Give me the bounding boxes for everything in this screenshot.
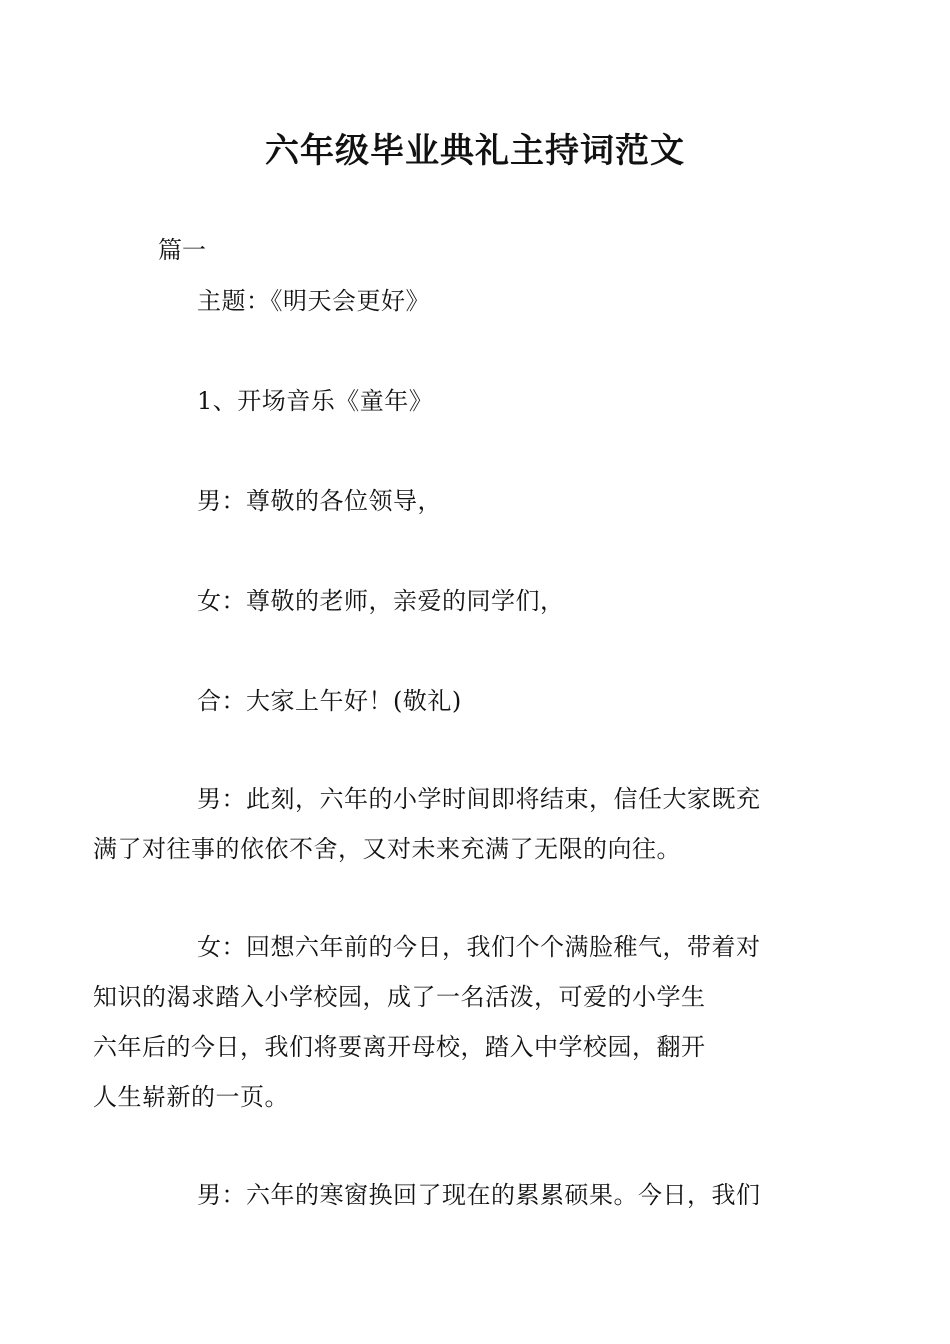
paragraph-together-greeting [145, 676, 810, 726]
paragraph-line: 主题：《明天会更好》 [197, 287, 430, 315]
paragraph-line: 女：尊敬的老师，亲爱的同学们， [197, 587, 565, 615]
paragraph-line: 女：回想六年前的今日，我们个个满脸稚气，带着对 [197, 933, 761, 961]
paragraph-line: 六年后的今日，我们将要离开母校，踏入中学校园，翻开 [93, 1033, 706, 1061]
paragraph-theme [145, 276, 810, 326]
paragraph-line: 男：此刻，六年的小学时间即将结束，信任大家既充 [197, 785, 761, 813]
paragraph-line: 满了对往事的依依不舍，又对未来充满了无限的向往。 [93, 835, 681, 863]
paragraph-line: 1、开场音乐《童年》 [197, 387, 434, 415]
paragraph-female-greeting [145, 576, 810, 626]
paragraph-male-speech-2 [145, 1170, 810, 1220]
paragraph-line: 知识的渴求踏入小学校园，成了一名活泼，可爱的小学生 [93, 983, 706, 1011]
paragraph-line: 男：尊敬的各位领导， [197, 487, 442, 515]
document-title: 六年级毕业典礼主持词范文 [265, 131, 685, 171]
paragraph-line: 男：六年的寒窗换回了现在的累累硕果。今日，我们 [197, 1181, 761, 1209]
paragraph-male-greeting [145, 476, 810, 526]
paragraph-line: 人生崭新的一页。 [93, 1083, 289, 1111]
paragraph-male-speech-1 [93, 774, 810, 874]
paragraph-female-speech-1 [93, 922, 810, 1122]
paragraph-opening-music [145, 376, 810, 426]
section-heading: 篇一 [158, 236, 206, 264]
paragraph-line: 合：大家上午好！(敬礼) [197, 687, 462, 715]
